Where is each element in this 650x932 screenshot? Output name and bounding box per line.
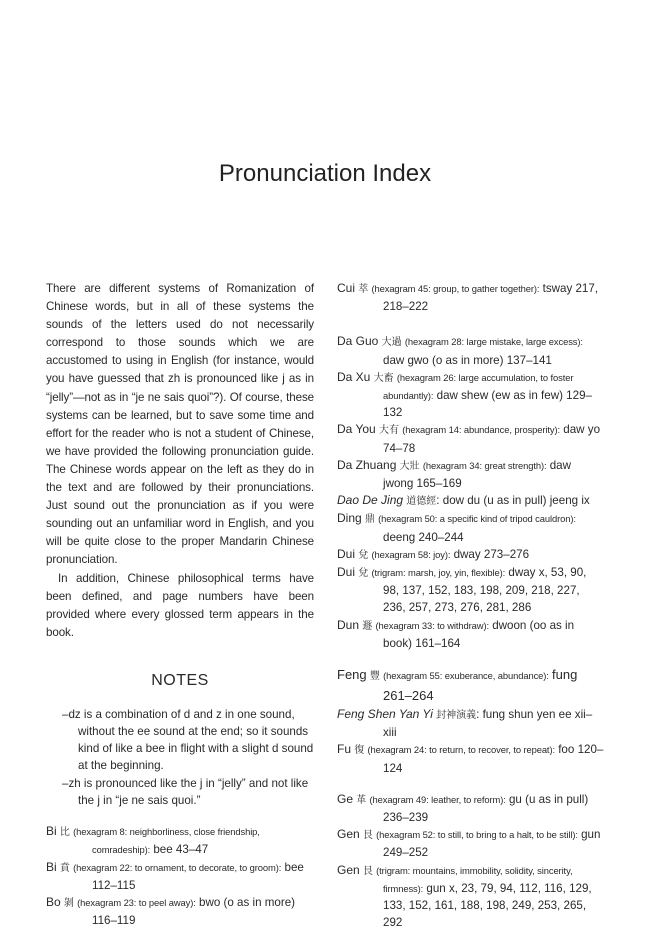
entry-term: Bi xyxy=(46,824,57,839)
entry-pages: 273–276 xyxy=(483,547,530,561)
entry-gloss: (hexagram 24: to return, to recover, to repeat): xyxy=(367,744,555,756)
entry-term: Dui xyxy=(337,565,356,580)
index-entry xyxy=(337,421,604,456)
entry-chinese: 革 xyxy=(356,794,367,806)
entry-gloss: (hexagram 45: group, to gather together): xyxy=(371,283,540,294)
entry-term: Gen xyxy=(337,862,360,877)
entry-pronunciation: daw gwo (o as in more) xyxy=(383,353,504,367)
entry-term: Da Guo xyxy=(337,334,379,349)
index-entry: Dao De Jing 道德經: dow du (u as in pull) jeeng ix xyxy=(337,493,590,508)
entry-pronunciation: daw shew (ew as in few) xyxy=(436,389,563,403)
index-entries-left xyxy=(46,823,314,929)
entry-pronunciation: foo xyxy=(558,743,575,757)
entry-pages: 120–124 xyxy=(383,743,604,775)
entry-chinese: 比 xyxy=(59,827,70,839)
entry-pages: 74–78 xyxy=(383,441,416,455)
entry-pronunciation: deeng xyxy=(383,530,416,544)
entry-pronunciation: gu (u as in pull) xyxy=(508,792,589,806)
entry-chinese: 兌 xyxy=(358,549,369,561)
right-column xyxy=(337,280,604,932)
entry-term: Bi xyxy=(46,859,57,874)
index-entry xyxy=(337,333,604,368)
index-entry: Feng Shen Yan Yi 封神演義: fung shun yen ee xii–xiii xyxy=(337,707,593,740)
index-entry xyxy=(337,617,604,652)
entry-pronunciation: daw jwong xyxy=(383,458,571,491)
entry-pronunciation: daw yo xyxy=(563,423,601,437)
entry-pronunciation: bwo (o as in more) xyxy=(199,895,296,909)
page-title: Pronunciation Index xyxy=(218,160,432,187)
entry-chinese: 大壯 xyxy=(399,460,420,472)
entry-pages: 240–244 xyxy=(418,530,464,544)
entry-gloss: (hexagram 28: large mistake, large excess): xyxy=(404,336,583,348)
entry-chinese: 遯 xyxy=(362,620,373,632)
entry-pages: 161–164 xyxy=(415,636,461,650)
entry-gloss: (hexagram 34: great strength): xyxy=(422,459,547,471)
entry-gloss: (trigram: mountains, immobility, solidity, sincerity, firmness): xyxy=(376,864,573,894)
index-entry xyxy=(337,546,604,564)
entry-pronunciation: dow du (u as in pull) jeeng xyxy=(442,494,579,508)
entry-pages: 249–252 xyxy=(383,846,429,860)
entry-chinese: 封神演義 xyxy=(436,710,477,722)
intro-paragraph: There are different systems of Romanization of Chinese words, but in all of these systems the sounds of the letters used do not necessarily correspond to those sounds which we are accustomed to using in English (for instance, would you have guessed that zh is pronounced like j as in “jelly”—not as in “je ne sais quoi”?). Of course, these systems can be learned, but to save some time and effort for the reader who is not a student of Chinese, we have provided the following pronunciation guide. The Chinese words appear on the left as they do in the text and are followed by their pronunciations. Just sound out the pronunciation as if you were sounding out an unfamiliar word in English, and you will be quite close to the proper Mandarin Chinese pronunciation. xyxy=(46,282,314,567)
entry-term: Bo xyxy=(46,894,61,909)
entry-chinese: 大有 xyxy=(378,425,399,437)
entry-term: Ding xyxy=(337,511,362,526)
entry-term: Da You xyxy=(337,422,376,437)
entry-chinese: 鼎 xyxy=(364,514,375,526)
entry-pages: 112–115 xyxy=(92,878,136,892)
entry-gloss: (trigram: marsh, joy, yin, flexible): xyxy=(371,567,506,579)
entry-gloss: (hexagram 55: exuberance, abundance): xyxy=(383,670,549,682)
index-entry xyxy=(337,564,604,617)
entry-gloss: (hexagram 49: leather, to reform): xyxy=(369,793,506,805)
index-entry xyxy=(46,823,314,858)
intro-paragraph: In addition, Chinese philosophical terms have been defined, and page numbers have been provided where every glossed term appears in the book. xyxy=(46,571,314,639)
entry-gloss: (hexagram 8: neighborliness, close friendship, comradeship): xyxy=(73,826,260,856)
entry-gloss: (hexagram 23: to peel away): xyxy=(77,896,196,908)
index-entry xyxy=(46,859,314,894)
entry-chinese: 兌 xyxy=(358,568,369,580)
index-entry xyxy=(337,457,604,492)
entry-pages: xii–xiii xyxy=(383,708,593,740)
entry-pages: 236–239 xyxy=(383,811,429,825)
entry-chinese: 艮 xyxy=(362,865,373,877)
index-entry xyxy=(337,791,604,826)
entry-pages: 129–132 xyxy=(383,389,592,420)
entry-pronunciation: gun xyxy=(581,828,601,842)
left-column xyxy=(46,280,314,929)
intro-text xyxy=(46,280,314,642)
entry-pronunciation: fung shun yen ee xyxy=(482,708,572,722)
entry-pronunciation: bee xyxy=(284,860,304,874)
entry-pronunciation: dway xyxy=(453,547,481,561)
index-entry xyxy=(337,369,604,422)
note-item: –dz is a combination of d and z in one sound, without the ee sound at the end; so it sounds kind of like a bee in flight with a slight d sound at the beginning. xyxy=(62,707,314,773)
entry-chinese: 剝 xyxy=(63,897,74,909)
entry-gloss: (hexagram 33: to withdraw): xyxy=(375,619,489,631)
index-entry xyxy=(337,280,604,315)
entry-pages: ix xyxy=(581,494,590,508)
entry-pronunciation: dway xyxy=(508,566,536,580)
entry-pronunciation: tsway xyxy=(542,282,573,295)
entry-gloss: (hexagram 58: joy): xyxy=(371,548,451,560)
entry-gloss: (hexagram 22: to ornament, to decorate, to groom): xyxy=(73,861,282,873)
entry-pages: 116–119 xyxy=(92,914,136,928)
entry-term: Ge xyxy=(337,791,354,806)
index-entry xyxy=(337,510,604,545)
entry-pronunciation: fung xyxy=(552,667,578,683)
entry-chinese: 萃 xyxy=(358,284,369,295)
entry-chinese: 賁 xyxy=(59,862,70,874)
entry-term: Feng xyxy=(337,667,367,683)
notes-heading: NOTES xyxy=(151,671,209,689)
entry-term: Gen xyxy=(337,827,360,842)
entry-term: Fu xyxy=(337,742,352,757)
entry-pages: 43–47 xyxy=(175,843,209,857)
entry-term: Da Xu xyxy=(337,369,371,384)
entry-gloss: (hexagram 52: to still, to bring to a halt, to be still): xyxy=(376,829,578,841)
entry-pages: 217, 218–222 xyxy=(383,282,599,314)
entry-term: Feng Shen Yan Yi xyxy=(337,707,433,722)
entry-chinese: 復 xyxy=(354,745,365,757)
entry-term: Cui xyxy=(337,281,356,295)
index-entry xyxy=(337,666,604,706)
entry-pronunciation: gun xyxy=(426,881,446,895)
entry-gloss: (hexagram 26: large accumulation, to foster abundantly): xyxy=(383,371,574,402)
index-entry xyxy=(337,741,604,776)
entry-pages: x, 53, 90, 98, 137, 152, 183, 198, 209, 218, 227, 236, 257, 273, 276, 281, 286 xyxy=(383,566,587,615)
entry-pages: 165–169 xyxy=(416,477,462,491)
entry-gloss: (hexagram 14: abundance, prosperity): xyxy=(402,424,561,436)
entry-chinese: 大畜 xyxy=(373,372,394,384)
entry-term: Dun xyxy=(337,617,360,632)
index-entry xyxy=(337,826,604,861)
index-entry xyxy=(337,862,604,932)
entry-pages: 261–264 xyxy=(383,687,434,703)
entry-pages: 137–141 xyxy=(506,353,552,367)
entry-chinese: 艮 xyxy=(362,830,373,842)
entry-pronunciation: dwoon (oo as in book) xyxy=(383,618,575,650)
index-entry xyxy=(46,894,314,929)
entry-term: Dao De Jing xyxy=(337,493,404,508)
entry-term: Da Zhuang xyxy=(337,457,397,472)
entry-term: Dui xyxy=(337,546,356,561)
entry-chinese: 豐 xyxy=(369,671,380,683)
entry-chinese: 道德經 xyxy=(406,496,437,508)
entry-gloss: (hexagram 50: a specific kind of tripod cauldron): xyxy=(378,513,576,525)
entry-pages: x, 23, 79, 94, 112, 116, 129, 133, 152, 161, 188, 198, 249, 253, 265, 292 xyxy=(383,881,592,930)
note-item: –zh is pronounced like the j in “jelly” and not like the j in “je ne sais quoi.” xyxy=(62,776,309,807)
entry-pronunciation: bee xyxy=(153,843,173,857)
entry-chinese: 大過 xyxy=(381,337,402,349)
